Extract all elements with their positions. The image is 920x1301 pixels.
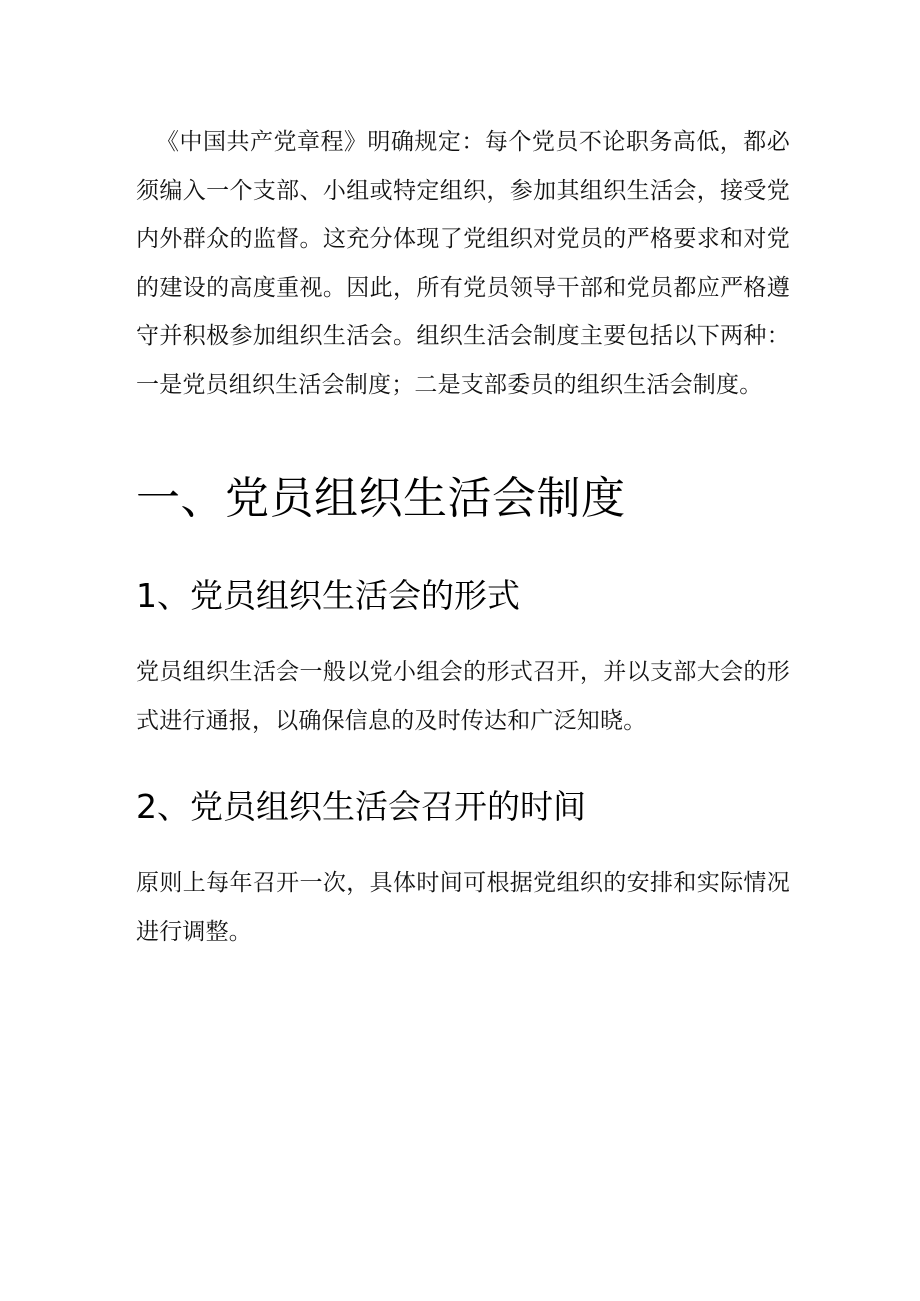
subsection-heading-time: 2、党员组织生活会召开的时间 [136,787,586,826]
intro-paragraph: 《中国共产党章程》明确规定：每个党员不论职务高低，都必须编入一个支部、小组或特定组织，参加其组织生活会，接受党内外群众的监督。这充分体现了党组织对党员的严格要求和对党的建设的高度重视。因此，所有党员领导干部和党员都应严格遵守并积极参加组织生活会。组织生活会制度主要包括以下两种：一是党员组织生活会制度；二是支部委员的组织生活会制度。 [136,129,790,398]
subsection-body-form: 党员组织生活会一般以党小组会的形式召开，并以支部大会的形式进行通报，以确保信息的及时传达和广泛知晓。 [136,659,790,734]
subsection-heading-form: 1、党员组织生活会的形式 [136,576,520,615]
subsection-body-time: 原则上每年召开一次，具体时间可根据党组织的安排和实际情况进行调整。 [136,870,790,945]
section-heading: 一、党员组织生活会制度 [136,473,626,524]
